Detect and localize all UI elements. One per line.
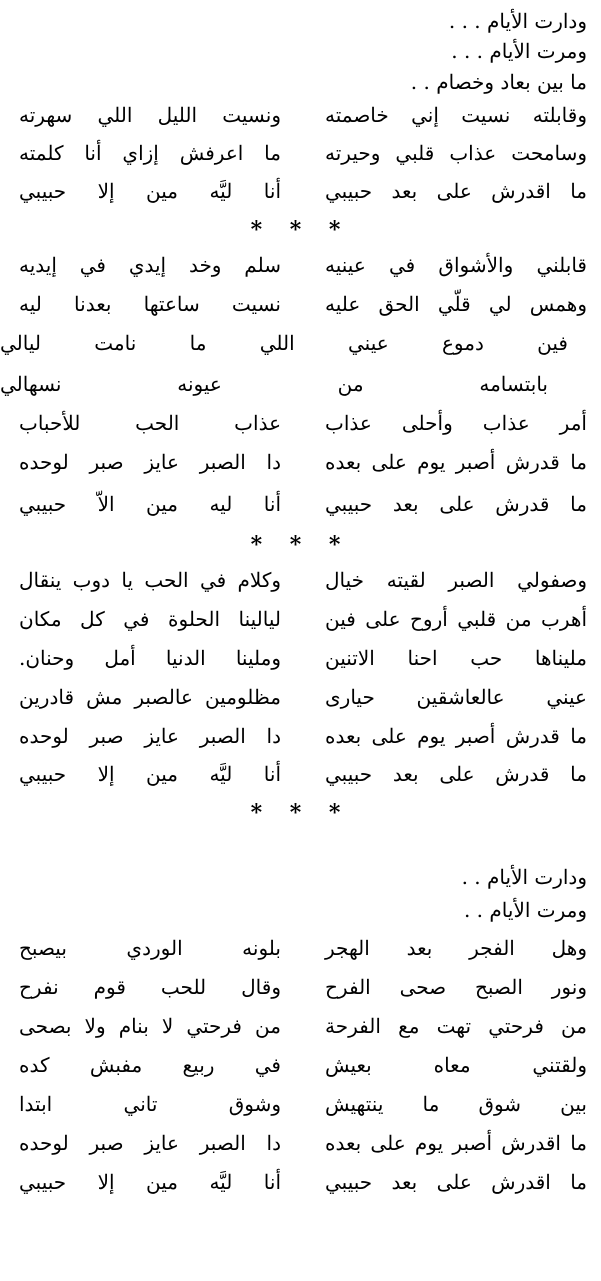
second-hemistich: وملينا الدنيا أمل وحنان. [19,646,281,670]
couplet [0,410,601,436]
couplet [0,567,601,593]
couplet [0,491,601,517]
first-hemistich: ما قدرش أصبر يوم على بعده [325,450,587,474]
second-hemistich: وقال للحب قوم نفرح [19,975,281,999]
section-separator: * * * [250,217,351,243]
couplet [0,645,601,671]
refrain-line: ودارت الأيام . . [461,865,587,889]
second-hemistich: ما اعرفش إزاي أنا كلمته [19,141,281,165]
second-hemistich: وكلام في الحب يا دوب ينقال [19,568,281,592]
first-hemistich: ما اقدرش على بعد حبيبي [325,179,587,203]
second-hemistich: من فرحتي لا بنام ولا بصحى [19,1014,281,1038]
couplet [0,1091,601,1117]
couplet [0,1013,601,1039]
first-hemistich: بين شوق ما ينتهيش [325,1092,587,1116]
second-hemistich: نسيت ساعتها بعدنا ليه [19,292,281,316]
first-hemistich: عيني عالعاشقين حيارى [325,685,587,709]
first-hemistich: ما قدرش على بعد حبيبي [325,492,587,516]
second-hemistich: أنا ليَّه مين إلا حبيبي [19,1170,281,1194]
verse-line: فين دموع عيني اللي ما نامت ليالي [0,331,568,355]
first-hemistich: ما اقدرش على بعد حبيبي [325,1170,587,1194]
second-hemistich: وشوق تاني ابتدا [19,1092,281,1116]
couplet [0,1169,601,1195]
second-hemistich: عذاب الحب للأحباب [19,411,281,435]
couplet [0,102,601,128]
second-hemistich: أنا ليَّه مين إلا حبيبي [19,762,281,786]
verse-line: بابتسامه من عيونه نسهالي [0,372,548,396]
couplet [0,178,601,204]
couplet [0,935,601,961]
first-hemistich: وقابلته نسيت إني خاصمته [325,103,587,127]
second-hemistich: ليالينا الحلوة في كل مكان [19,607,281,631]
couplet [0,1052,601,1078]
couplet [0,684,601,710]
first-hemistich: وهل الفجر بعد الهجر [325,936,587,960]
first-hemistich: وصفولي الصبر لقيته خيال [325,568,587,592]
first-hemistich: ما اقدرش أصبر يوم على بعده [325,1131,587,1155]
second-hemistich: مظلومين عالصبر مش قادرين [19,685,281,709]
refrain-line: ما بين بعاد وخصام . . [410,70,587,94]
refrain-line: ومرت الأيام . . . [451,39,587,63]
second-hemistich: سلم وخد إيدي في إيديه [19,253,281,277]
first-hemistich: ما قدرش أصبر يوم على بعده [325,724,587,748]
first-hemistich: من فرحتي تهت مع الفرحة [325,1014,587,1038]
second-hemistich: بلونه الوردي بيصبح [19,936,281,960]
couplet [0,1130,601,1156]
first-hemistich: وهمس لي قلّي الحق عليه [325,292,587,316]
first-hemistich: ونور الصبح صحى الفرح [325,975,587,999]
couplet [0,140,601,166]
first-hemistich: ما قدرش على بعد حبيبي [325,762,587,786]
second-hemistich: دا الصبر عايز صبر لوحده [19,1131,281,1155]
first-hemistich: وسامحت عذاب قلبي وحيرته [325,141,587,165]
second-hemistich: أنا ليه مين الاّ حبيبي [19,492,281,516]
section-separator: * * * [250,532,351,558]
first-hemistich: أمر عذاب وأحلى عذاب [325,411,587,435]
first-hemistich: مليناها حب احنا الاتنين [325,646,587,670]
couplet [0,252,601,278]
couplet [0,449,601,475]
second-hemistich: في ربيع مفبش كده [19,1053,281,1077]
second-hemistich: أنا ليَّه مين إلا حبيبي [19,179,281,203]
couplet [0,974,601,1000]
first-hemistich: قابلني والأشواق في عينيه [325,253,587,277]
couplet [0,723,601,749]
couplet [0,291,601,317]
refrain-line: ودارت الأيام . . . [448,9,587,33]
second-hemistich: دا الصبر عايز صبر لوحده [19,450,281,474]
couplet [0,761,601,787]
first-hemistich: ولقتني معاه بعيش [325,1053,587,1077]
second-hemistich: دا الصبر عايز صبر لوحده [19,724,281,748]
refrain-line: ومرت الأيام . . [463,898,587,922]
second-hemistich: ونسيت الليل اللي سهرته [19,103,281,127]
first-hemistich: أهرب من قلبي أروح على فين [325,607,587,631]
couplet [0,606,601,632]
section-separator: * * * [250,800,351,826]
